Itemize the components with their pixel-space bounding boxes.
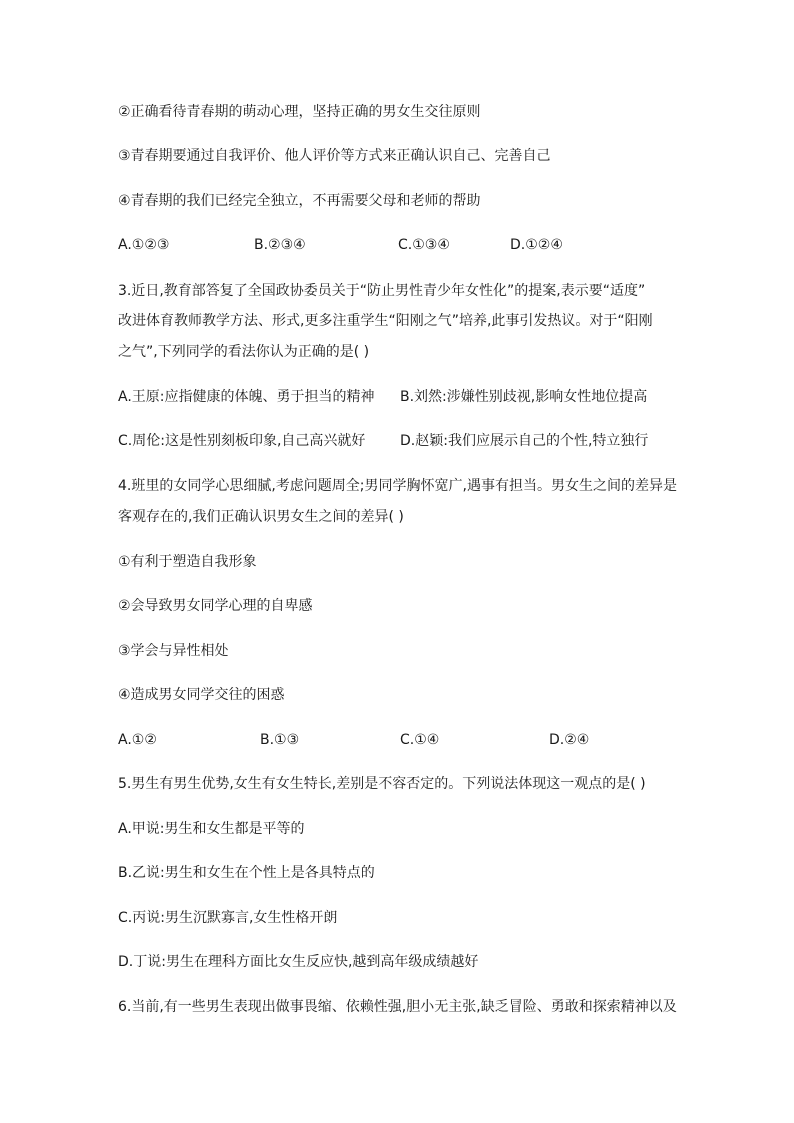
q2-statement-3: ③青春期要通过自我评价、他人评价等方式来正确认识自己、完善自己	[118, 148, 551, 164]
q3-options-row-1	[118, 387, 678, 407]
q4-statement-3: ③学会与异性相处	[118, 643, 229, 659]
q5-option-b: B.乙说:男生和女生在个性上是各具特点的	[118, 865, 375, 881]
q5-stem: 5.男生有男生优势,女生有女生特长,差别是不容否定的。下列说法体现这一观点的是( )	[118, 776, 646, 792]
q3-options-row-2	[118, 431, 678, 451]
q6-stem-line-1: 6.当前,有一些男生表现出做事畏缩、依赖性强,胆小无主张,缺乏冒险、勇敢和探索精神以及	[118, 999, 677, 1015]
q4-statement-1: ①有利于塑造自我形象	[118, 554, 257, 570]
q5-option-d: D.丁说:男生在理科方面比女生反应快,越到高年级成绩越好	[118, 954, 479, 970]
q3-option-b: B.刘然:涉嫌性别歧视,影响女性地位提高	[400, 389, 648, 405]
q3-option-c: C.周伦:这是性别刻板印象,自己高兴就好	[118, 433, 366, 449]
q3-option-d: D.赵颖:我们应展示自己的个性,特立独行	[400, 433, 649, 449]
q4-stem-line-2: 客观存在的,我们正确认识男女生之间的差异( )	[118, 509, 404, 525]
q2-option-d: D.①②④	[510, 237, 563, 253]
q5-option-a: A.甲说:男生和女生都是平等的	[118, 821, 305, 837]
q3-stem-line-3: 之气”,下列同学的看法你认为正确的是( )	[118, 344, 370, 360]
q2-option-b: B.②③④	[254, 237, 306, 253]
q4-statement-2: ②会导致男女同学心理的自卑感	[118, 598, 313, 614]
q4-option-b: B.①③	[260, 732, 300, 748]
q5-option-c: C.丙说:男生沉默寡言,女生性格开朗	[118, 910, 338, 926]
q2-statement-4: ④青春期的我们已经完全独立，不再需要父母和老师的帮助	[118, 193, 481, 209]
q4-stem-line-1: 4.班里的女同学心思细腻,考虑问题周全;男同学胸怀宽广,遇事有担当。男女生之间的差异是	[118, 478, 677, 494]
q2-statement-2: ②正确看待青春期的萌动心理，坚持正确的男女生交往原则	[118, 104, 481, 120]
q3-stem-line-2: 改进体育教师教学方法、形式,更多注重学生“阳刚之气”培养,此事引发热议。对于“阳刚	[118, 313, 653, 329]
q4-option-a: A.①②	[118, 732, 157, 748]
q3-stem-line-1: 3.近日,教育部答复了全国政协委员关于“防止男性青少年女性化”的提案,表示要“适度”	[118, 283, 646, 299]
q4-options	[118, 730, 678, 750]
q2-option-a: A.①②③	[118, 237, 170, 253]
q2-options	[118, 235, 678, 255]
q2-option-c: C.①③④	[398, 237, 450, 253]
q4-option-d: D.②④	[549, 732, 590, 748]
q4-option-c: C.①④	[400, 732, 440, 748]
q3-option-a: A.王原:应指健康的体魄、勇于担当的精神	[118, 389, 375, 405]
q4-statement-4: ④造成男女同学交往的困惑	[118, 687, 285, 703]
